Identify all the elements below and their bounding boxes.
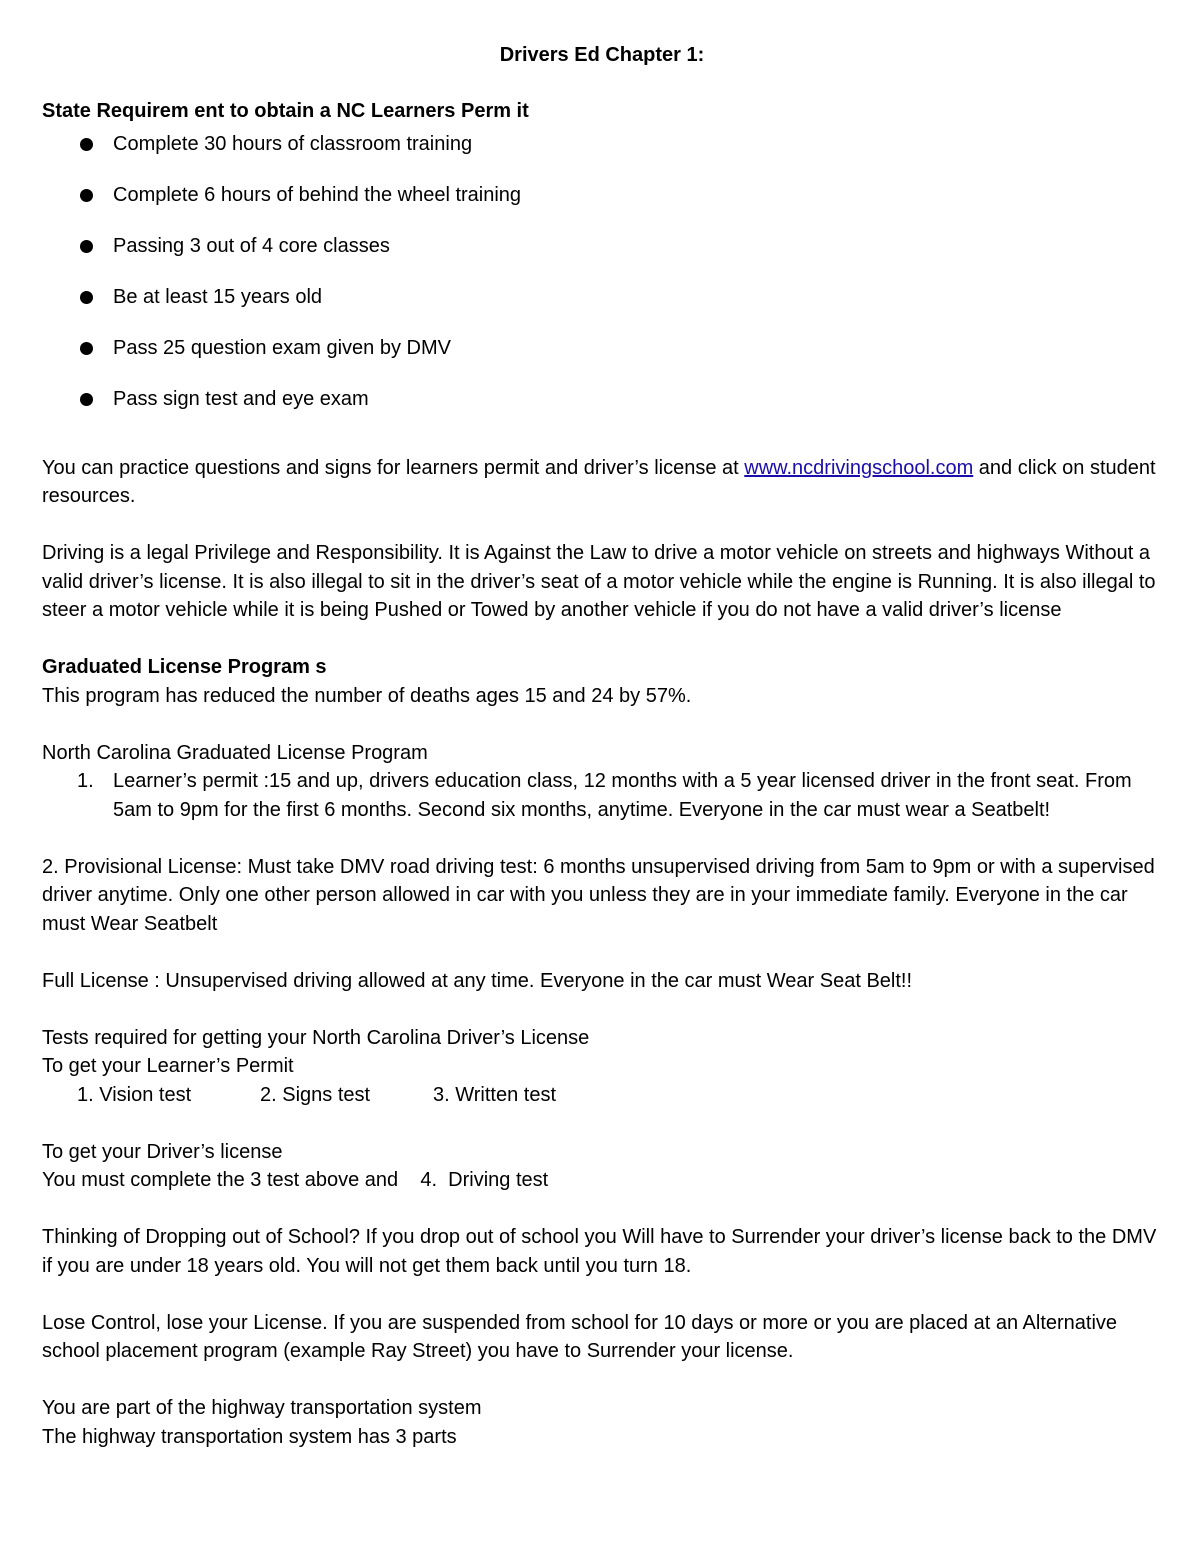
permit-tests-row <box>42 1081 1162 1110</box>
hts-line-1: You are part of the highway transportation system <box>42 1397 482 1419</box>
list-item: Pass sign test and eye exam <box>42 387 1162 438</box>
provisional-license-paragraph: 2. Provisional License: Must take DMV road driving test: 6 months unsupervised driving from 5am to 9pm or with a supervised driver anytime. Only one other person allowed in car with you unless they are in your immediate family. Everyone in the car must Wear Seatbelt <box>42 855 1155 935</box>
practice-paragraph: You can practice questions and signs for learners permit and driver’s license at www.ncdrivingschool.com and click on student resources. <box>42 456 1156 507</box>
license-tests-label: To get your Driver’s license <box>42 1140 283 1163</box>
license-tests-line: You must complete the 3 test above and 4. Driving test <box>42 1169 549 1191</box>
requirements-heading: State Requirem ent to obtain a NC Learners Perm it <box>42 100 529 122</box>
bullet-icon <box>80 342 93 355</box>
tests-heading: Tests required for getting your North Carolina Driver’s License <box>42 1026 590 1049</box>
requirements-list <box>42 132 1162 438</box>
bullet-icon <box>80 189 93 202</box>
list-item: Complete 30 hours of classroom training <box>42 132 1162 183</box>
ncdrivingschool-link[interactable]: www.ncdrivingschool.com <box>744 456 974 479</box>
permit-tests-label: To get your Learner’s Permit <box>42 1055 294 1077</box>
hts-line-2: The highway transportation system has 3 parts <box>42 1425 457 1448</box>
bullet-icon <box>80 138 93 151</box>
list-number: 1. <box>77 770 94 792</box>
bullet-icon <box>80 240 93 253</box>
list-item: 1. Vision test <box>77 1083 192 1106</box>
list-item: 3. Written test <box>433 1083 557 1106</box>
list-item: Passing 3 out of 4 core classes <box>42 234 1162 285</box>
list-item: 2. Signs test <box>260 1083 371 1106</box>
learners-permit-step: Learner’s permit :15 and up, drivers education class, 12 months with a 5 year licensed driver in the front seat. From 5am to 9pm for the first 6 months. Second six months, anytime. Everyone in the car must wear a Seatbelt! <box>113 770 1132 821</box>
list-item: Be at least 15 years old <box>42 285 1162 336</box>
list-item: Complete 6 hours of behind the wheel training <box>42 183 1162 234</box>
dropout-paragraph: Thinking of Dropping out of School? If you drop out of school you Will have to Surrender your driver’s license back to the DMV if you are under 18 years old. You will not get them back until you turn 18. <box>42 1226 1157 1277</box>
full-license-paragraph: Full License : Unsupervised driving allowed at any time. Everyone in the car must Wear Seat Belt!! <box>42 969 913 992</box>
graduated-heading: Graduated License Program s <box>42 656 327 678</box>
bullet-icon <box>80 291 93 304</box>
nc-program-title: North Carolina Graduated License Program <box>42 741 428 764</box>
document-page <box>42 40 1162 1451</box>
list-item <box>42 767 1162 824</box>
lose-control-paragraph: Lose Control, lose your License. If you are suspended from school for 10 days or more or you are placed at an Alternative school placement program (example Ray Street) you have to Surrender your license. <box>42 1311 1118 1362</box>
list-item: Pass 25 question exam given by DMV <box>42 336 1162 387</box>
page-title: Drivers Ed Chapter 1: <box>499 44 705 66</box>
graduated-subtext: This program has reduced the number of deaths ages 15 and 24 by 57%. <box>42 684 692 707</box>
privilege-paragraph: Driving is a legal Privilege and Responsibility. It is Against the Law to drive a motor vehicle on streets and highways Without a valid driver’s license. It is also illegal to sit in the driver’s seat of a motor vehicle while the engine is Running. It is also illegal to steer a motor vehicle while it is being Pushed or Towed by another vehicle if you do not have a valid driver’s license <box>42 542 1156 621</box>
bullet-icon <box>80 393 93 406</box>
